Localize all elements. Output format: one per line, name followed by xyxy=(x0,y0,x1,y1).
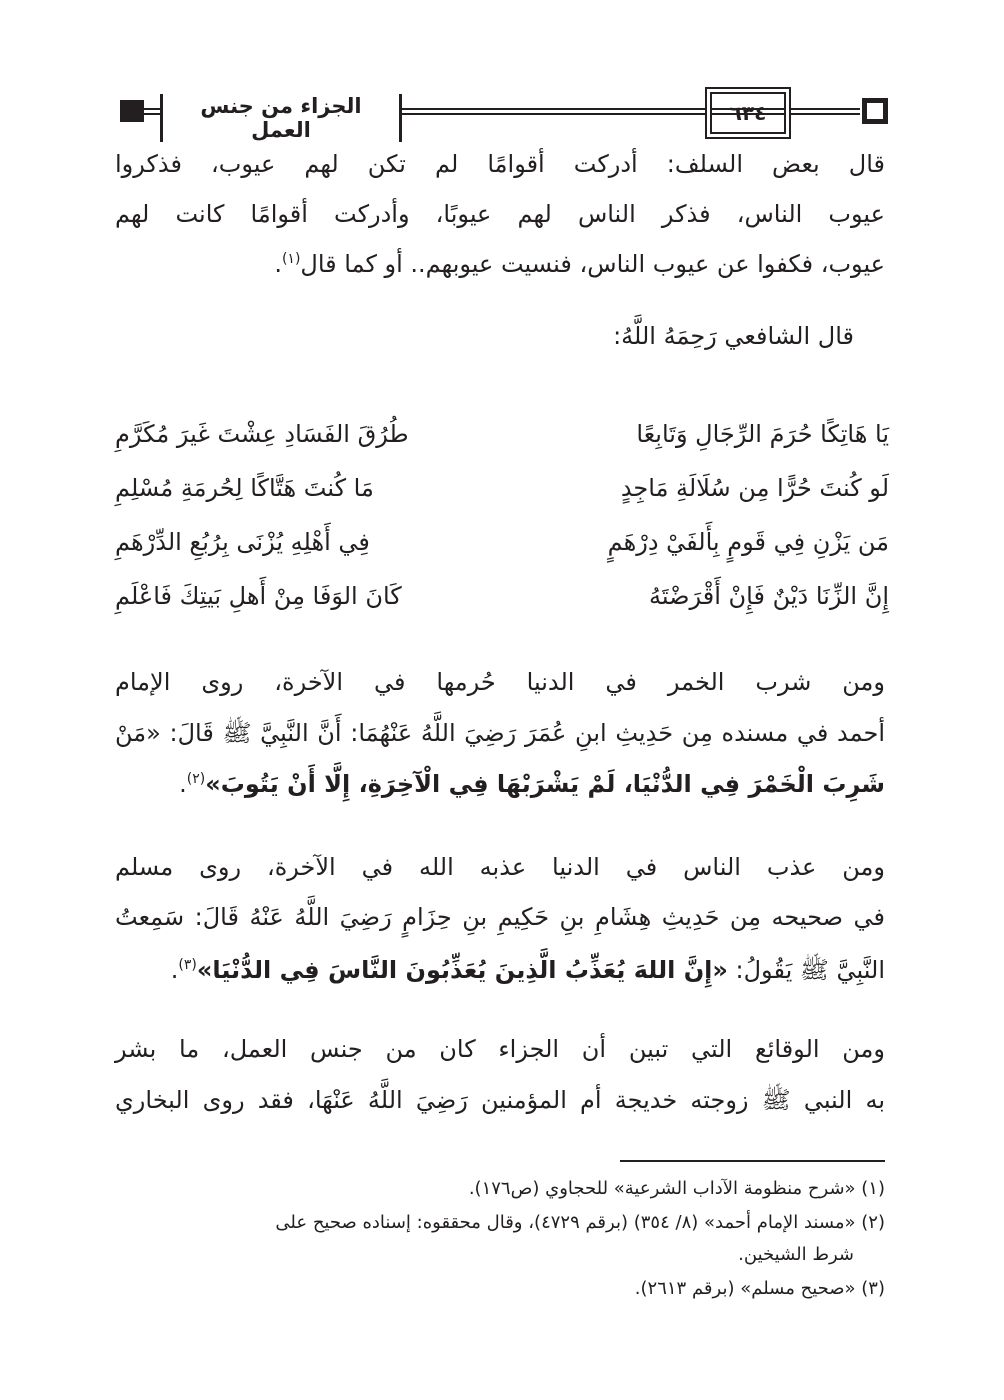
header-ornament-right xyxy=(862,98,888,124)
paragraph-line: ومن عذب الناس في الدنيا عذبه الله في الآخرة، روى مسلم xyxy=(115,853,885,881)
verse-second-hemistich: مَا كُنتَ هَتَّاكًا لِحُرمَةِ مُسْلِمِ xyxy=(115,474,374,502)
verse-second-hemistich: فِي أَهْلِهِ يُزْنَى بِرُبُعِ الدِّرْهَمِ xyxy=(115,528,370,556)
paragraph-line: ومن شرب الخمر في الدنيا حُرمها في الآخرة، روى الإمام xyxy=(115,668,885,696)
text: . xyxy=(170,956,179,984)
footnote-ref: (٢) xyxy=(186,771,206,787)
verse-second-hemistich: طُرُقَ الفَسَادِ عِشْتَ غَيرَ مُكَرَّمِ xyxy=(115,420,409,448)
verse-second-hemistich: كَانَ الوَفَا مِنْ أَهلِ بَيتِكَ فَاعْلَمِ xyxy=(115,582,402,610)
poem-intro: قال الشافعي رَحِمَهُ اللَّهُ: xyxy=(613,322,854,350)
footnote: (١) «شرح منظومة الآداب الشرعية» للحجاوي (ص١٧٦). xyxy=(468,1178,885,1199)
text: عيوب، فكفوا عن عيوب الناس، فنسيت عيوبهم.. أو كما قال xyxy=(300,250,885,278)
text: . xyxy=(274,250,282,278)
page-header xyxy=(110,92,890,142)
verse-first-hemistich: مَن يَزْنِ فِي قَومٍ بِأَلفَيْ دِرْهَمٍ xyxy=(607,528,889,556)
footnote: (٢) «مسند الإمام أحمد» (٨/ ٣٥٤) (برقم ٤٧٢٩)، وقال محققوه: إسناده صحيح على xyxy=(275,1212,885,1233)
paragraph-line xyxy=(115,250,885,278)
page-number: ٦٣٤ xyxy=(710,92,786,134)
paragraph-line: أحمد في مسنده مِن حَدِيثِ ابنِ عُمَرَ رَضِيَ اللَّهُ عَنْهُمَا: أَنَّ النَّبِيَّ ﷺ قَالَ: «مَنْ xyxy=(115,719,885,747)
text: . xyxy=(179,770,187,798)
paragraph-line xyxy=(115,955,885,990)
footnote-ref: (١) xyxy=(281,251,301,267)
paragraph-line xyxy=(115,770,885,798)
verse-first-hemistich: لَو كُنتَ حُرًّا مِن سُلَالَةِ مَاجِدٍ xyxy=(620,474,889,502)
footnote: (٣) «صحيح مسلم» (برقم ٢٦١٣). xyxy=(634,1278,885,1299)
paragraph-line: به النبي ﷺ زوجته خديجة أم المؤمنين رَضِيَ اللَّهُ عَنْهَا، فقد روى البخاري xyxy=(115,1086,885,1114)
header-ornament-left xyxy=(120,100,144,122)
paragraph-line: قال بعض السلف: أدركت أقوامًا لم تكن لهم عيوب، فذكروا xyxy=(115,150,885,178)
hadith-text: «إِنَّ اللهَ يُعَذِّبُ الَّذِينَ يُعَذِّبُونَ النَّاسَ فِي الدُّنْيَا» xyxy=(196,956,728,984)
paragraph-line: في صحيحه مِن حَدِيثِ هِشَامِ بنِ حَكِيمِ بنِ حِزَامٍ رَضِيَ اللَّهُ عَنْهُ قَالَ: سَمِعتُ xyxy=(115,903,885,931)
verse-first-hemistich: يَا هَاتِكًا حُرَمَ الرِّجَالِ وَتَابِعًا xyxy=(636,420,889,448)
hadith-text: شَرِبَ الْخَمْرَ فِي الدُّنْيَا، لَمْ يَشْرَبْهَا فِي الْآخِرَةِ، إِلَّا أَنْ يَتُوبَ» xyxy=(205,770,885,798)
footnote: شرط الشيخين. xyxy=(738,1244,854,1265)
paragraph-line: عيوب الناس، فذكر الناس لهم عيوبًا، وأدركت أقوامًا كانت لهم xyxy=(115,200,885,228)
running-title: الجزاء من جنس العمل xyxy=(160,94,402,142)
footnote-separator xyxy=(620,1160,885,1162)
verse-first-hemistich: إِنَّ الزِّنَا دَيْنٌ فَإِنْ أَقْرَضْتَهُ xyxy=(649,582,889,610)
text: النَّبِيَّ ﷺ يَقُولُ: xyxy=(727,956,885,984)
footnote-ref: (٣) xyxy=(178,957,197,973)
paragraph-line: ومن الوقائع التي تبين أن الجزاء كان من جنس العمل، ما بشر xyxy=(115,1035,885,1063)
